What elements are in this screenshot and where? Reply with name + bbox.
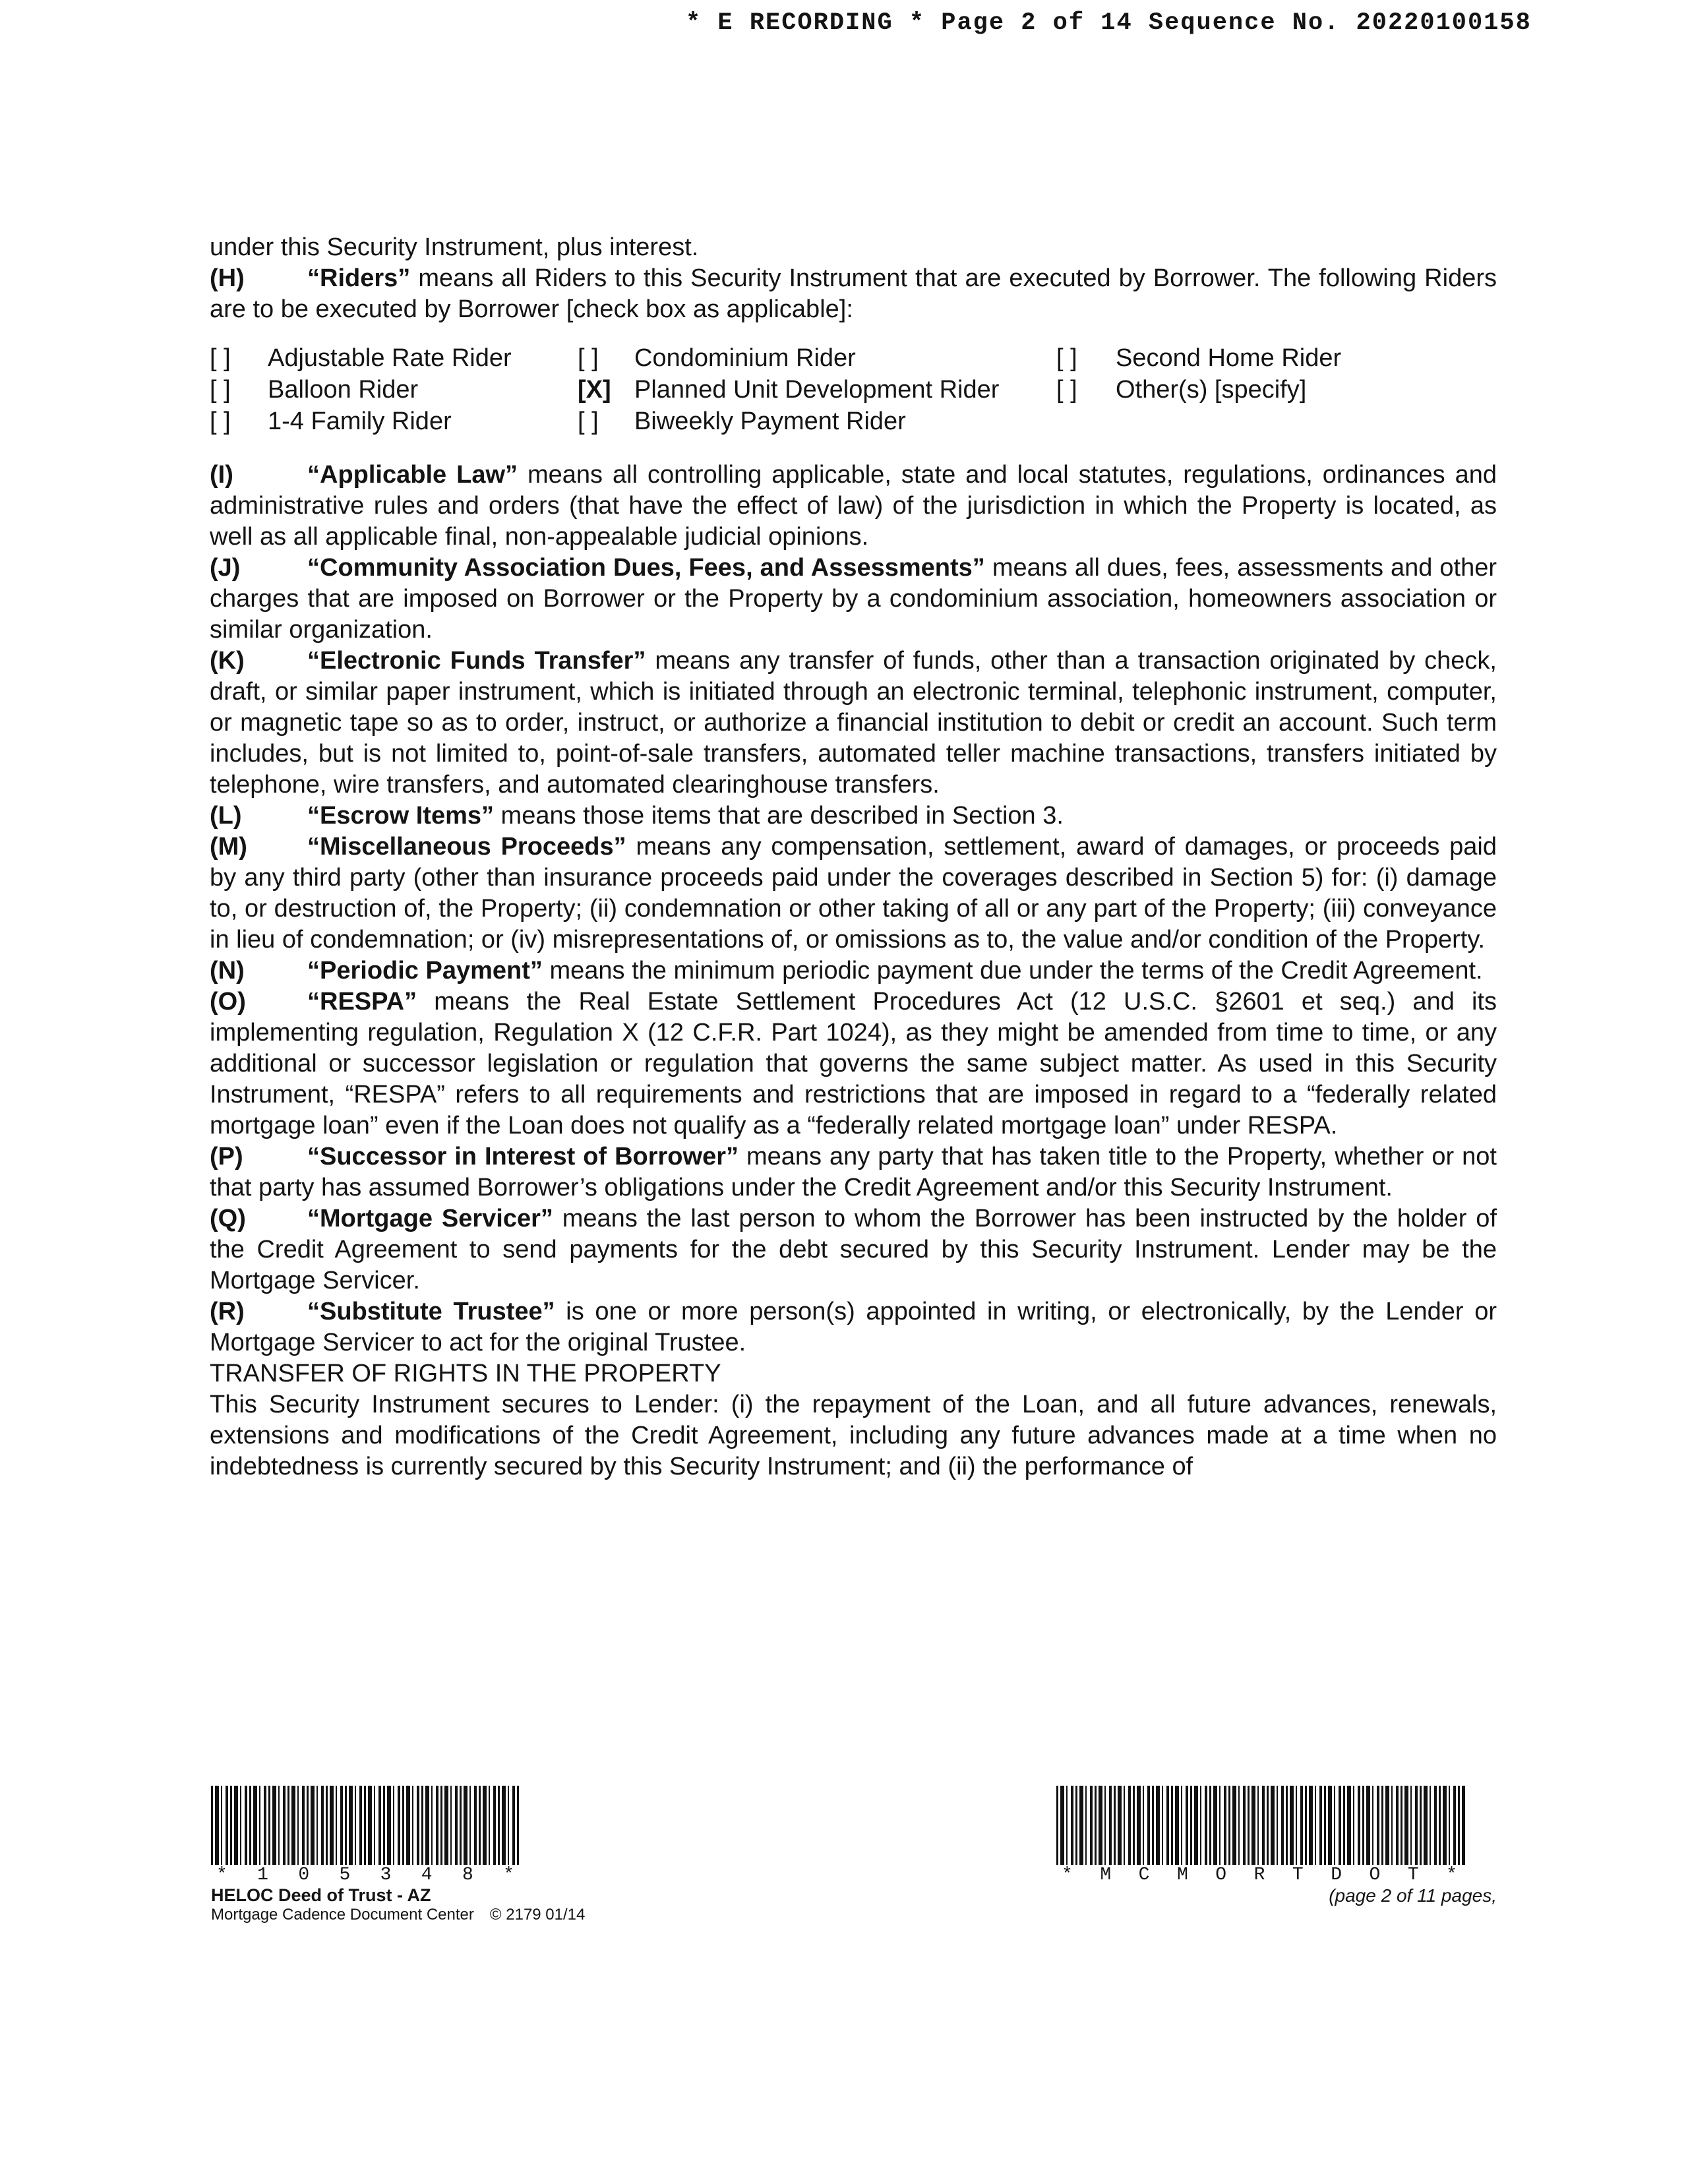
definition-term: “Riders” <box>307 264 411 292</box>
definition-text: means any party that has taken title to the Property, whether or not that party has assumed Borrower’s obligations under the Credit Agreement and/or this Security Instrument. <box>210 1143 1497 1201</box>
form-source-line <box>211 1906 586 1924</box>
rider-checkbox: [ ] <box>578 344 599 372</box>
definition-text: means any transfer of funds, other than a transaction originated by check, draft, or similar paper instrument, which is initiated through an electronic terminal, telephonic instrument, computer, or magnetic tape so as to order, instruct, or authorize a financial institution to debit or credit an account. Such term includes, but is not limited to, point-of-sale transfers, automated teller machine transactions, transfers initiated by telephone, wire transfers, and automated clearinghouse transfers. <box>210 647 1497 799</box>
barcode-char: O <box>1369 1865 1381 1885</box>
definition-label: (R) <box>210 1298 245 1325</box>
definition-p <box>210 1141 1497 1203</box>
intro-line: under this Security Instrument, plus interest. <box>210 233 699 261</box>
definition-label: (N) <box>210 957 245 985</box>
barcode-char: * <box>503 1865 514 1885</box>
definition-text: means all Riders to this Security Instrument that are executed by Borrower. The following Riders are to be executed by Borrower [check box as applicable]: <box>210 264 1497 323</box>
footer-right <box>1056 1786 1497 1906</box>
rider-name: Second Home Rider <box>1116 344 1342 372</box>
definition-label: (H) <box>210 264 245 292</box>
definition-text: means all controlling applicable, state and local statutes, regulations, ordinances and administrative rules and orders (that have the effect of law) of the jurisdiction in which the Property is located, as well as all applicable final, non-appealable judicial opinions. <box>210 461 1497 551</box>
barcode-right-text <box>1056 1865 1462 1885</box>
barcode-left <box>211 1786 520 1865</box>
rider-name: Balloon Rider <box>268 376 419 404</box>
barcode-char: D <box>1331 1865 1342 1885</box>
recording-header: * E RECORDING * Page 2 of 14 Sequence No. 20220100158 <box>686 9 1532 37</box>
definition-text: means the last person to whom the Borrower has been instructed by the holder of the Credit Agreement to send payments for the debt secured by this Security Instrument. Lender may be the Mortgage Servicer. <box>210 1205 1497 1294</box>
barcode-char: 4 <box>421 1865 433 1885</box>
definition-label: (O) <box>210 988 246 1016</box>
rider-name: 1-4 Family Rider <box>268 408 452 435</box>
definition-text: means the minimum periodic payment due under the terms of the Credit Agreement. <box>542 957 1483 985</box>
definition-o <box>210 986 1497 1141</box>
definition-text: means any compensation, settlement, award of damages, or proceeds paid by any third party (other than insurance proceeds paid under the coverages described in Section 5) for: (i) damage to, or destruction of, the Property; (ii) condemnation or other taking of all or any part of the Property; (iii) conveyance in lieu of condemnation; or (iv) misrepresentations of, or omissions as to, the value and/or condition of the Property. <box>210 833 1497 954</box>
definition-l <box>210 801 1497 832</box>
barcode-left-text <box>211 1865 520 1885</box>
barcode-char: 1 <box>257 1865 268 1885</box>
definition-j <box>210 553 1497 646</box>
definition-term: “Applicable Law” <box>307 461 518 489</box>
definition-term: “Community Association Dues, Fees, and Assessments” <box>307 554 985 582</box>
rider-checkbox: [X] <box>578 376 611 404</box>
definition-text: means those items that are described in Section 3. <box>494 802 1064 830</box>
definition-i <box>210 460 1497 553</box>
barcode-char: T <box>1407 1865 1419 1885</box>
barcode-char: 8 <box>462 1865 473 1885</box>
barcode-char: M <box>1176 1865 1188 1885</box>
definition-label: (I) <box>210 461 233 489</box>
form-title: HELOC Deed of Trust - AZ <box>211 1885 431 1905</box>
rider-name: Condominium Rider <box>634 344 856 372</box>
rider-name: Planned Unit Development Rider <box>634 376 1000 404</box>
definition-label: (Q) <box>210 1205 246 1232</box>
rider-checkbox: [ ] <box>210 344 231 372</box>
definition-term: “Electronic Funds Transfer” <box>307 647 646 675</box>
definition-term: “Substitute Trustee” <box>307 1298 555 1325</box>
definition-k <box>210 646 1497 801</box>
definition-term: “Mortgage Servicer” <box>307 1205 553 1232</box>
rider-name: Adjustable Rate Rider <box>268 344 512 372</box>
barcode-char: * <box>1446 1865 1457 1885</box>
barcode-char: * <box>216 1865 227 1885</box>
barcode-char: M <box>1100 1865 1112 1885</box>
definition-text: is one or more person(s) appointed in writing, or electronically, by the Lender or Mortgage Servicer to act for the original Trustee. <box>210 1298 1497 1356</box>
rider-name: Other(s) [specify] <box>1116 376 1307 404</box>
definitions-list <box>210 460 1497 1358</box>
document-body <box>210 232 1497 1482</box>
barcode-right <box>1056 1786 1465 1865</box>
barcode-char: O <box>1215 1865 1227 1885</box>
definition-term: “Miscellaneous Proceeds” <box>307 833 626 861</box>
definition-term: “RESPA” <box>307 988 417 1016</box>
barcode-char: 3 <box>380 1865 392 1885</box>
definition-label: (K) <box>210 647 245 675</box>
definition-text: means the Real Estate Settlement Procedures Act (12 U.S.C. §2601 et seq.) and its implementing regulation, Regulation X (12 C.F.R. Part 1024), as they might be amended from time to time, or any additional or successor legislation or regulation that governs the same subject matter. As used in this Security Instrument, “RESPA” refers to all requirements and restrictions that are imposed in regard to a “federally related mortgage loan” even if the Loan does not qualify as a “federally related mortgage loan” under RESPA. <box>210 988 1497 1139</box>
form-code: © 2179 01/14 <box>489 1906 586 1924</box>
definition-text: means all dues, fees, assessments and other charges that are imposed on Borrower or the Property by a condominium association, homeowners association or similar organization. <box>210 554 1497 644</box>
definition-n <box>210 956 1497 986</box>
rider-checkbox: [ ] <box>210 376 231 404</box>
definition-term: “Successor in Interest of Borrower” <box>307 1143 738 1170</box>
barcode-char: 0 <box>298 1865 310 1885</box>
rider-checkbox: [ ] <box>1056 344 1077 372</box>
form-source: Mortgage Cadence Document Center <box>211 1906 474 1924</box>
riders-checklist <box>210 342 1497 437</box>
definition-label: (L) <box>210 802 242 830</box>
barcode-char: R <box>1253 1865 1265 1885</box>
rider-checkbox: [ ] <box>210 408 231 435</box>
definition-term: “Periodic Payment” <box>307 957 543 985</box>
rider-name: Biweekly Payment Rider <box>634 408 906 435</box>
barcode-char: C <box>1138 1865 1150 1885</box>
rider-checkbox: [ ] <box>1056 376 1077 404</box>
page-count-note: (page 2 of 11 pages, <box>1329 1885 1497 1906</box>
definition-label: (M) <box>210 833 247 861</box>
definition-label: (J) <box>210 554 241 582</box>
footer-left <box>211 1786 586 1924</box>
definition-term: “Escrow Items” <box>307 802 494 830</box>
barcode-char: T <box>1292 1865 1304 1885</box>
barcode-char: 5 <box>339 1865 351 1885</box>
definition-h <box>210 263 1497 325</box>
definition-r <box>210 1296 1497 1358</box>
barcode-char: * <box>1062 1865 1073 1885</box>
closing-paragraph: This Security Instrument secures to Lender: (i) the repayment of the Loan, and all future advances, renewals, extensions and modifications of the Credit Agreement, including any future advances made at a time when no indebtedness is currently secured by this Security Instrument; and (ii) the performance of <box>210 1391 1497 1480</box>
section-heading: TRANSFER OF RIGHTS IN THE PROPERTY <box>210 1360 721 1387</box>
definition-m <box>210 832 1497 956</box>
rider-checkbox: [ ] <box>578 408 599 435</box>
definition-q <box>210 1203 1497 1296</box>
definition-label: (P) <box>210 1143 243 1170</box>
